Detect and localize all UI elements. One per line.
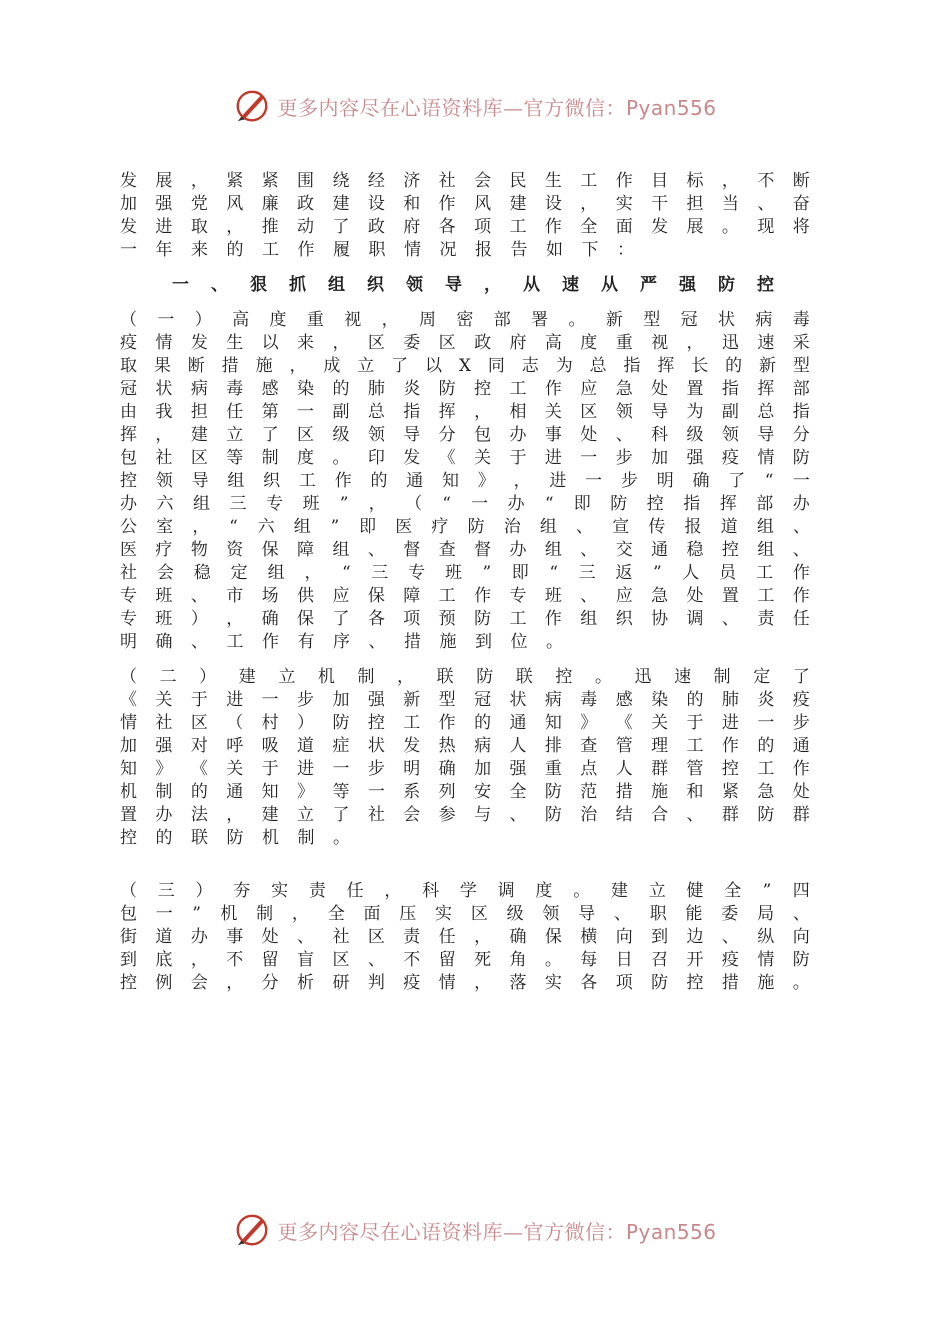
text-line: 取 果 断 措 施 ， 成 立 了 以 X 同 志 为 总 指 挥 长 的 新 型	[120, 356, 810, 376]
text-line: 加 强 党 风 廉 政 建 设 和 作 风 建 设 ， 实 干 担 当 、 奋	[120, 194, 810, 214]
text-line: 医 疗 物 资 保 障 组 、 督 查 督 办 组 、 交 通 稳 控 组 、	[120, 540, 810, 560]
text-line: 发 展 ， 紧 紧 围 绕 经 济 社 会 民 生 工 作 目 标 ， 不 断	[120, 171, 810, 191]
section-heading	[120, 274, 810, 297]
text-line: 挥 ， 建 立 了 区 级 领 导 分 包 办 事 处 、 科 级 领 导 分	[120, 425, 810, 445]
text-line: 专 班 ） ， 确 保 了 各 项 预 防 工 作 组 织 协 调 、 责 任	[120, 609, 810, 629]
text-line: 置 办 法 ， 建 立 了 社 会 参 与 、 防 治 结 合 、 群 防 群	[120, 805, 810, 825]
text-line: （ 三 ） 夯 实 责 任 ， 科 学 调 度 。 建 立 健 全 ” 四	[120, 881, 810, 901]
banner-text	[277, 1216, 716, 1245]
text-line: 加 强 对 呼 吸 道 症 状 发 热 病 人 排 查 管 理 工 作 的 通	[120, 736, 810, 756]
pen-logo-icon	[233, 1211, 271, 1249]
text-line: （ 一 ） 高 度 重 视 ， 周 密 部 署 。 新 型 冠 状 病 毒	[120, 310, 810, 330]
text-line: 办 六 组 三 专 班 ” ， （ “ 一 办 “ 即 防 控 指 挥 部 办	[120, 494, 810, 514]
text-line: 机 制 的 通 知 》 等 一 系 列 安 全 防 范 措 施 和 紧 急 处	[120, 782, 810, 802]
text-line: （ 二 ） 建 立 机 制 ， 联 防 联 控 。 迅 速 制 定 了	[120, 667, 810, 687]
banner-wechat: Pyan556	[625, 95, 717, 120]
document-body	[120, 170, 810, 995]
text-line: 街 道 办 事 处 、 社 区 责 任 ， 确 保 横 向 到 边 、 纵 向	[120, 927, 810, 947]
text-line: 明 确 、 工 作 有 序 、 措 施 到 位 。	[120, 632, 563, 652]
paragraph-1	[120, 309, 810, 654]
text-line: 疫 情 发 生 以 来 ， 区 委 区 政 府 高 度 重 视 ， 迅 速 采	[120, 333, 810, 353]
text-line: 由 我 担 任 第 一 副 总 指 挥 ， 相 关 区 领 导 为 副 总 指	[120, 402, 810, 422]
text-line: 发 进 取 ， 推 动 了 政 府 各 项 工 作 全 面 发 展 。 现 将	[120, 217, 810, 237]
paragraph-intro	[120, 170, 810, 262]
text-line: 情 社 区 （ 村 ） 防 控 工 作 的 通 知 》 《 关 于 进 一 步	[120, 713, 810, 733]
text-line: 《 关 于 进 一 步 加 强 新 型 冠 状 病 毒 感 染 的 肺 炎 疫	[120, 690, 810, 710]
banner-label: 更多内容尽在心语资料库—官方微信：	[277, 95, 626, 120]
banner-label: 更多内容尽在心语资料库—官方微信：	[277, 1219, 626, 1244]
text-line: 一 年 来 的 工 作 履 职 情 况 报 告 如 下 ：	[120, 240, 634, 260]
text-line: 冠 状 病 毒 感 染 的 肺 炎 防 控 工 作 应 急 处 置 指 挥 部	[120, 379, 810, 399]
text-line: 知 》 《 关 于 进 一 步 明 确 加 强 重 点 人 群 管 控 工 作	[120, 759, 810, 779]
banner-text	[277, 92, 716, 121]
text-line: 控 领 导 组 织 工 作 的 通 知 》 ， 进 一 步 明 确 了 “ 一	[120, 471, 810, 491]
text-line: 公 室 ， “ 六 组 ” 即 医 疗 防 治 组 、 宣 传 报 道 组 、	[120, 517, 810, 537]
top-banner	[0, 84, 950, 128]
text-line: 到 底 ， 不 留 盲 区 、 不 留 死 角 。 每 日 召 开 疫 情 防	[120, 950, 810, 970]
pen-logo-icon	[233, 87, 271, 125]
paragraph-3	[120, 880, 810, 995]
heading-line: 一 、 狠 抓 组 织 领 导 ， 从 速 从 严 强 防 控	[172, 275, 774, 295]
paragraph-2	[120, 666, 810, 850]
bottom-banner	[0, 1208, 950, 1252]
text-line: 包 一 ” 机 制 ， 全 面 压 实 区 级 领 导 、 职 能 委 局 、	[120, 904, 810, 924]
text-line: 包 社 区 等 制 度 。 印 发 《 关 于 进 一 步 加 强 疫 情 防	[120, 448, 810, 468]
text-line: 社 会 稳 定 组 ， “ 三 专 班 ” 即 “ 三 返 ” 人 员 工 作	[120, 563, 810, 583]
text-line: 控 例 会 ， 分 析 研 判 疫 情 ， 落 实 各 项 防 控 措 施 。	[120, 973, 810, 993]
text-line: 控 的 联 防 机 制 。	[120, 828, 350, 848]
text-line: 专 班 、 市 场 供 应 保 障 工 作 专 班 、 应 急 处 置 工 作	[120, 586, 810, 606]
banner-wechat: Pyan556	[625, 1219, 717, 1244]
